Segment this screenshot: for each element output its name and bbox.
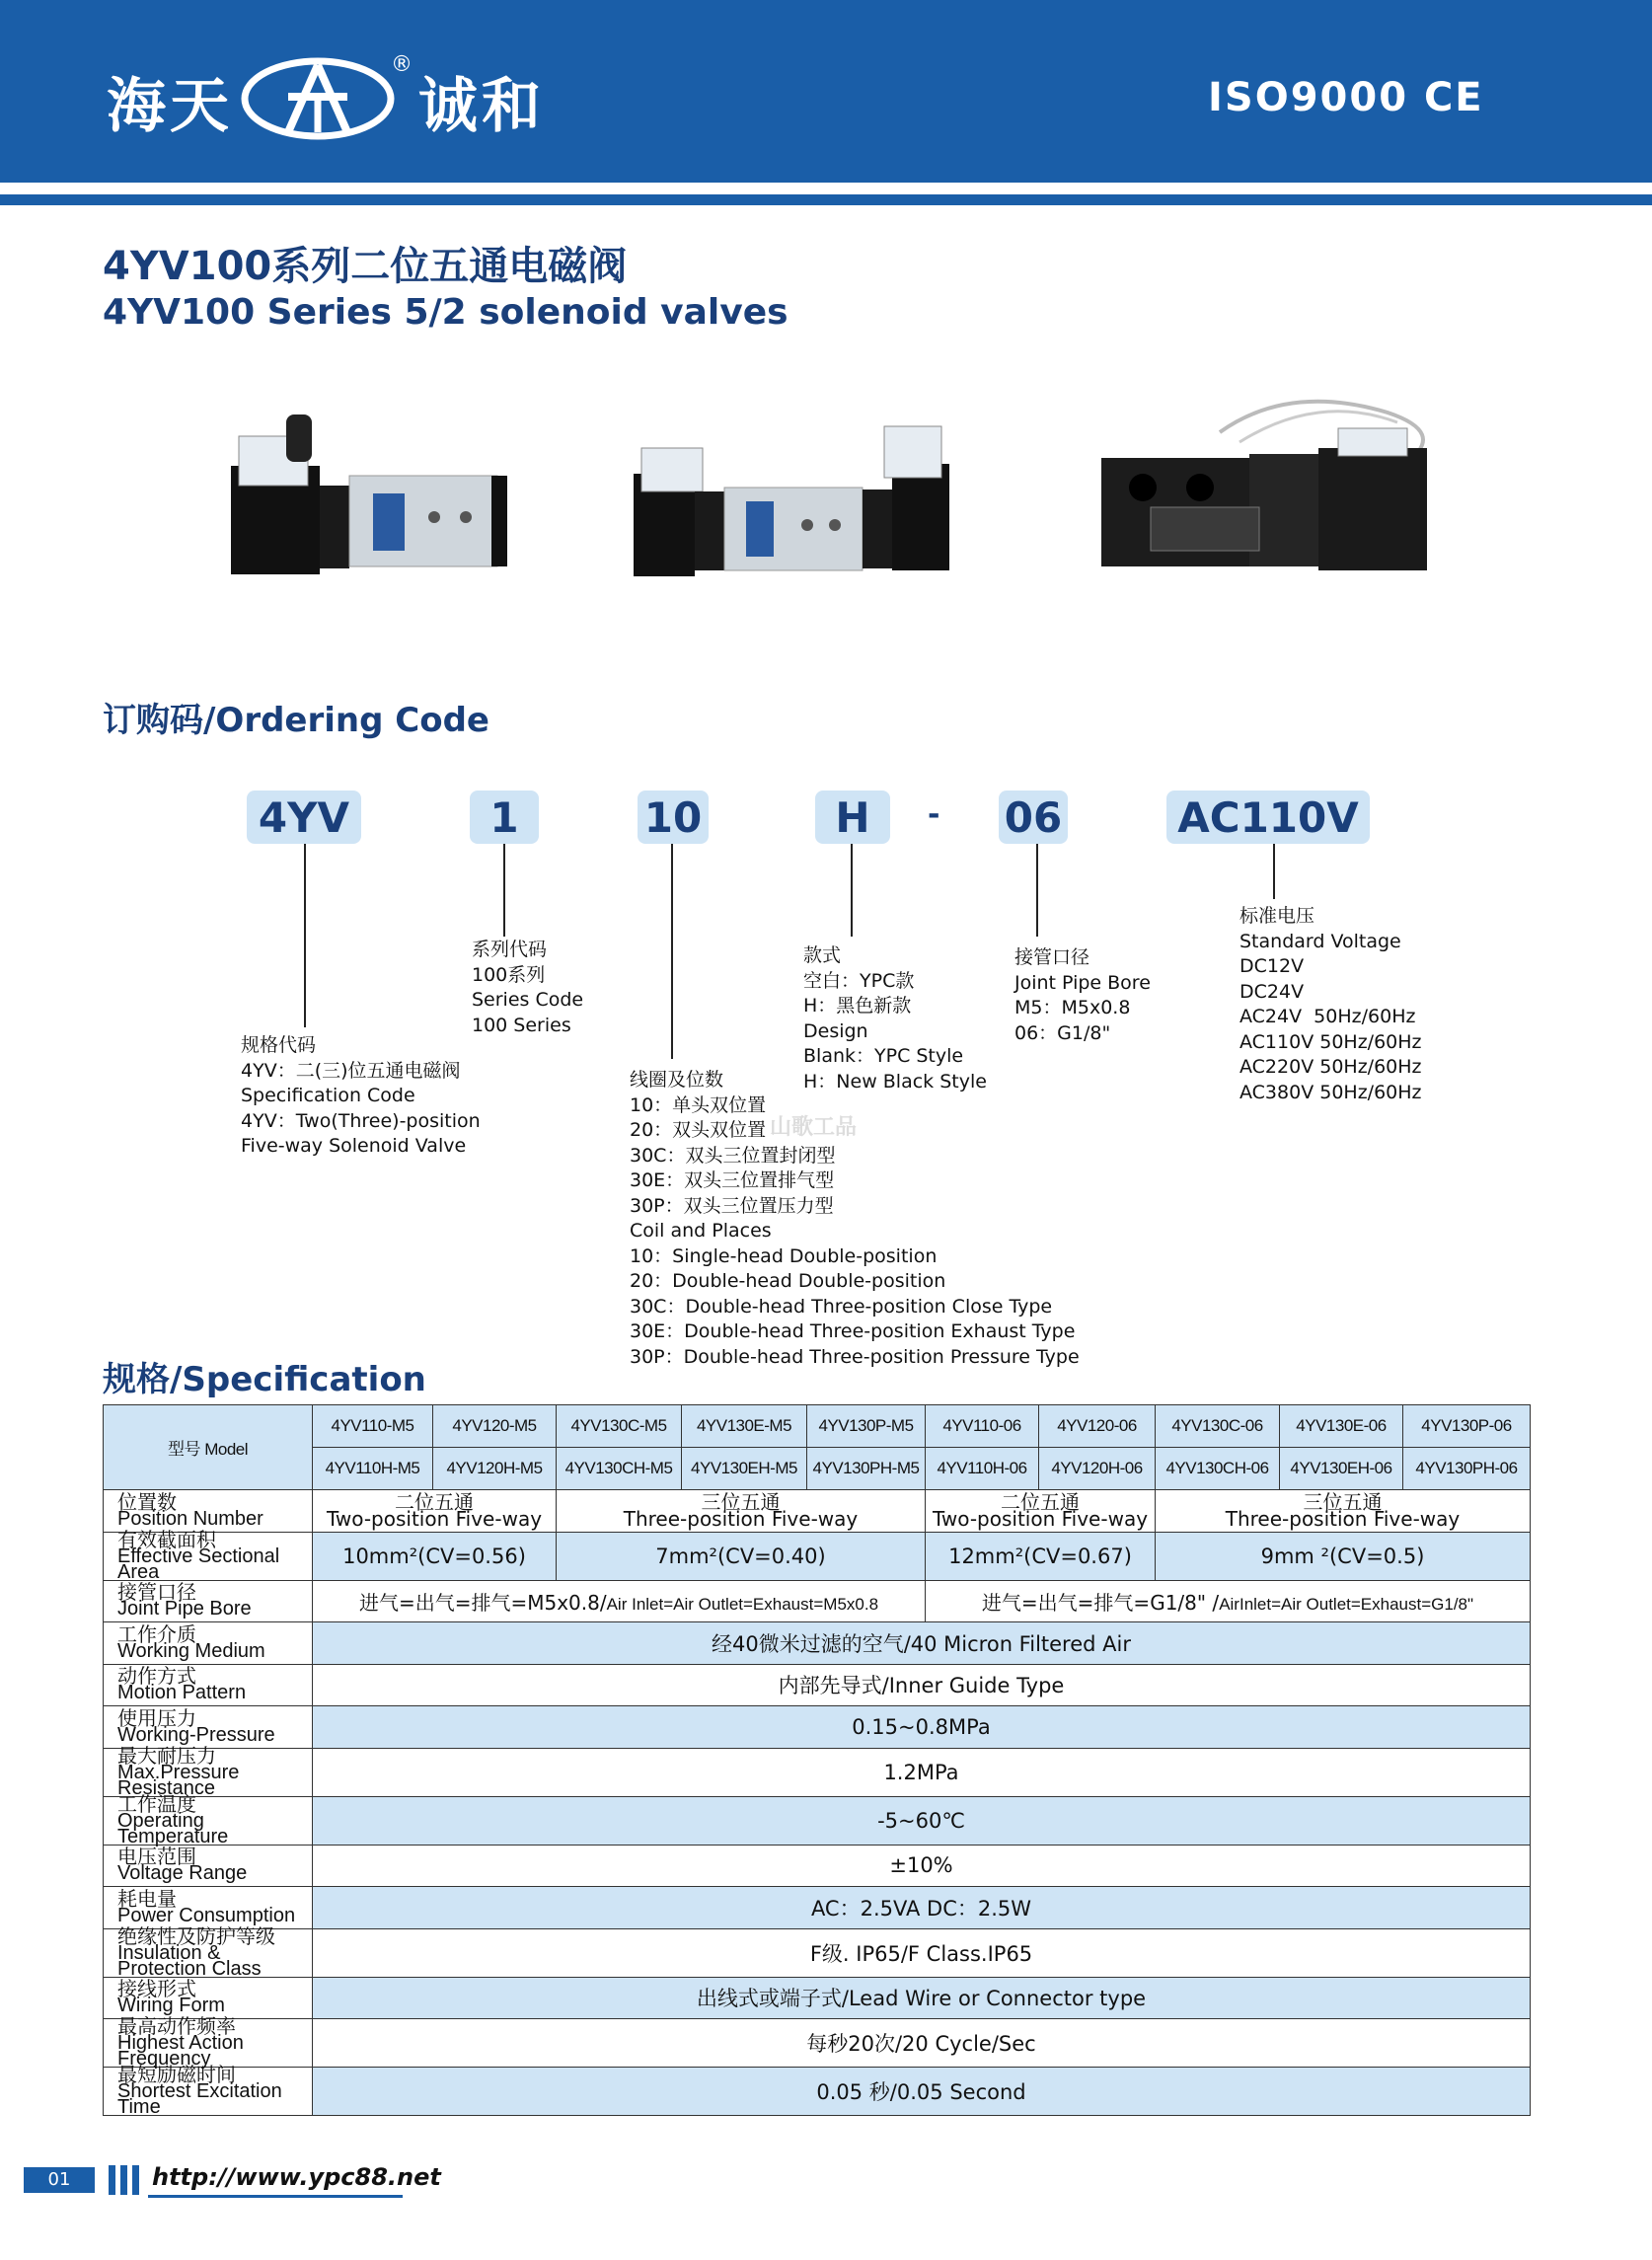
code-box-series: 1	[470, 791, 539, 844]
spec-label: 最大耐压力 Max.Pressure Resistance	[104, 1748, 313, 1796]
code-box-pipe: 06	[999, 791, 1068, 844]
header-stripe-lower	[0, 194, 1652, 205]
product-image-black-style	[1091, 393, 1437, 590]
desc-voltage: 标准电压 Standard Voltage DC12V DC24V AC24V 50Hz/60Hz AC110V 50Hz/60Hz AC220V 50Hz/60Hz AC380V 50Hz/60Hz	[1239, 905, 1422, 1103]
desc-coil-places: 线圈及位数 10：单头双位置 20：双头双位置 30C：双头三位置封闭型 30E：双头三位置排气型 30P：双头三位置压力型 Coil and Places 10：Single-head Double-position 20：Double-head Double-position 30C：Double-head Three-position Close Type 30E：Double-head Three-position Exhaust Type 30P：Double-head Three-position Pressure Type	[630, 1069, 1080, 1368]
model-cell: 4YV110H-M5	[313, 1448, 433, 1490]
spec-label: 绝缘性及防护等级 Insulation & Protection Class	[104, 1928, 313, 1977]
model-cell: 4YV130P-06	[1403, 1405, 1531, 1448]
spec-label: 最短励磁时间 Shortest Excitation Time	[104, 2068, 313, 2116]
model-cell: 4YV110H-06	[926, 1448, 1039, 1490]
model-cell: 4YV130C-06	[1156, 1405, 1280, 1448]
position-value: 二位五通 Two-position Five-way	[313, 1490, 557, 1533]
spec-value: F级. IP65/F Class.IP65	[313, 1928, 1531, 1977]
spec-row	[104, 1887, 1531, 1929]
spec-label: 接管口径 Joint Pipe Bore	[104, 1580, 313, 1622]
spec-row	[104, 1706, 1531, 1749]
area-value: 12mm²(CV=0.67)	[926, 1532, 1156, 1580]
spec-value: -5~60℃	[313, 1796, 1531, 1845]
model-cell: 4YV130PH-06	[1403, 1448, 1531, 1490]
spec-value: 内部先导式/Inner Guide Type	[313, 1664, 1531, 1706]
model-cell: 4YV130CH-M5	[557, 1448, 682, 1490]
model-cell: 4YV120H-06	[1039, 1448, 1156, 1490]
position-value: 二位五通 Two-position Five-way	[926, 1490, 1156, 1533]
spec-table	[103, 1404, 1531, 2116]
model-cell: 4YV130C-M5	[557, 1405, 682, 1448]
connector-line-series	[503, 844, 505, 937]
page-title-cn: 4YV100系列二位五通电磁阀	[103, 244, 628, 289]
position-value: 三位五通 Three-position Five-way	[557, 1490, 926, 1533]
footer-underline	[148, 2195, 403, 2198]
spec-row	[104, 1622, 1531, 1665]
spec-row	[104, 1977, 1531, 2019]
footer-bar	[132, 2165, 139, 2195]
ordering-code-title: 订购码/Ordering Code	[103, 701, 489, 740]
area-value: 10mm²(CV=0.56)	[313, 1532, 557, 1580]
desc-style: 款式 空白：YPC款 H：黑色新款 Design Blank：YPC Style H：New Black Style	[803, 944, 987, 1092]
spec-value: 每秒20次/20 Cycle/Sec	[313, 2019, 1531, 2068]
brand-name-left: 海天	[107, 72, 233, 141]
model-cell: 4YV110-06	[926, 1405, 1039, 1448]
connector-line-voltage	[1273, 844, 1275, 899]
website-link[interactable]: http://www.ypc88.net	[152, 2163, 441, 2191]
spec-row	[104, 2019, 1531, 2068]
model-cell: 4YV130PH-M5	[807, 1448, 926, 1490]
code-box-coil: 10	[638, 791, 709, 844]
connector-line-style	[851, 844, 853, 937]
code-box-style: H	[815, 791, 890, 844]
model-header: 型号 Model	[104, 1405, 313, 1490]
page-number: 01	[47, 2169, 71, 2190]
desc-series-code: 系列代码 100系列 Series Code 100 Series	[472, 939, 584, 1036]
connector-line-coil	[671, 844, 673, 1059]
spec-row-position	[104, 1490, 1531, 1533]
pipe-value: 进气=出气=排气=M5x0.8/Air Inlet=Air Outlet=Exhaust=M5x0.8	[313, 1580, 926, 1622]
spec-label: 使用压力 Working-Pressure	[104, 1706, 313, 1749]
model-cell: 4YV130EH-06	[1280, 1448, 1403, 1490]
area-value: 9mm ²(CV=0.5)	[1156, 1532, 1531, 1580]
product-image-single-head	[225, 407, 511, 584]
spec-label: 工作温度 Operating Temperature	[104, 1796, 313, 1845]
spec-value: 出线式或端子式/Lead Wire or Connector type	[313, 1977, 1531, 2019]
model-cell: 4YV130EH-M5	[682, 1448, 807, 1490]
spec-row	[104, 2068, 1531, 2116]
spec-label: 工作介质 Working Medium	[104, 1622, 313, 1665]
footer-bar	[120, 2165, 127, 2195]
product-image-double-head	[630, 418, 955, 586]
spec-value: 1.2MPa	[313, 1748, 1531, 1796]
connector-line-pipe	[1036, 844, 1038, 937]
spec-label: 接线形式 Wiring Form	[104, 1977, 313, 2019]
spec-value: 经40微米过滤的空气/40 Micron Filtered Air	[313, 1622, 1531, 1665]
page-title-en: 4YV100 Series 5/2 solenoid valves	[103, 292, 788, 333]
model-cell: 4YV130E-M5	[682, 1405, 807, 1448]
spec-label: 动作方式 Motion Pattern	[104, 1664, 313, 1706]
spec-row	[104, 1796, 1531, 1845]
model-cell: 4YV120H-M5	[433, 1448, 557, 1490]
spec-row-area	[104, 1532, 1531, 1580]
specification-title: 规格/Specification	[103, 1360, 426, 1399]
code-separator: -	[928, 797, 940, 832]
certification-label: ISO9000 CE	[1208, 75, 1484, 120]
position-value: 三位五通 Three-position Five-way	[1156, 1490, 1531, 1533]
brand-logo-icon	[241, 51, 413, 142]
brand-name-right: 诚和	[418, 72, 545, 141]
spec-row	[104, 1664, 1531, 1706]
model-cell: 4YV120-06	[1039, 1405, 1156, 1448]
model-cell: 4YV130P-M5	[807, 1405, 926, 1448]
model-cell: 4YV130E-06	[1280, 1405, 1403, 1448]
connector-line-spec	[304, 844, 306, 1027]
registered-mark: ®	[391, 52, 413, 77]
spec-label: 耗电量 Power Consumption	[104, 1887, 313, 1929]
spec-value: ±10%	[313, 1845, 1531, 1887]
spec-row-pipe	[104, 1580, 1531, 1622]
desc-pipe-bore: 接管口径 Joint Pipe Bore M5：M5x0.8 06：G1/8"	[1014, 946, 1151, 1044]
spec-label: 电压范围 Voltage Range	[104, 1845, 313, 1887]
spec-row	[104, 1748, 1531, 1796]
spec-label: 最高动作频率 Highest Action Frequency	[104, 2019, 313, 2068]
spec-label: 位置数 Position Number	[104, 1490, 313, 1533]
watermark: 山歌工品	[770, 1115, 858, 1140]
code-box-voltage: AC110V	[1166, 791, 1370, 844]
spec-label: 有效截面积 Effective Sectional Area	[104, 1532, 313, 1580]
model-cell: 4YV120-M5	[433, 1405, 557, 1448]
spec-value: 0.05 秒/0.05 Second	[313, 2068, 1531, 2116]
model-row-1	[104, 1405, 1531, 1448]
model-row-2	[104, 1448, 1531, 1490]
model-cell: 4YV110-M5	[313, 1405, 433, 1448]
model-cell: 4YV130CH-06	[1156, 1448, 1280, 1490]
pipe-value: 进气=出气=排气=G1/8" /AirInlet=Air Outlet=Exhaust=G1/8"	[926, 1580, 1531, 1622]
spec-row	[104, 1845, 1531, 1887]
header-stripe	[0, 183, 1652, 194]
code-box-spec: 4YV	[247, 791, 361, 844]
spec-value: 0.15~0.8MPa	[313, 1706, 1531, 1749]
area-value: 7mm²(CV=0.40)	[557, 1532, 926, 1580]
footer-bar	[109, 2165, 115, 2195]
spec-value: AC：2.5VA DC：2.5W	[313, 1887, 1531, 1929]
desc-spec-code: 规格代码 4YV：二(三)位五通电磁阀 Specification Code 4YV：Two(Three)-position Five-way Solenoid Valve	[241, 1034, 481, 1157]
spec-row	[104, 1928, 1531, 1977]
